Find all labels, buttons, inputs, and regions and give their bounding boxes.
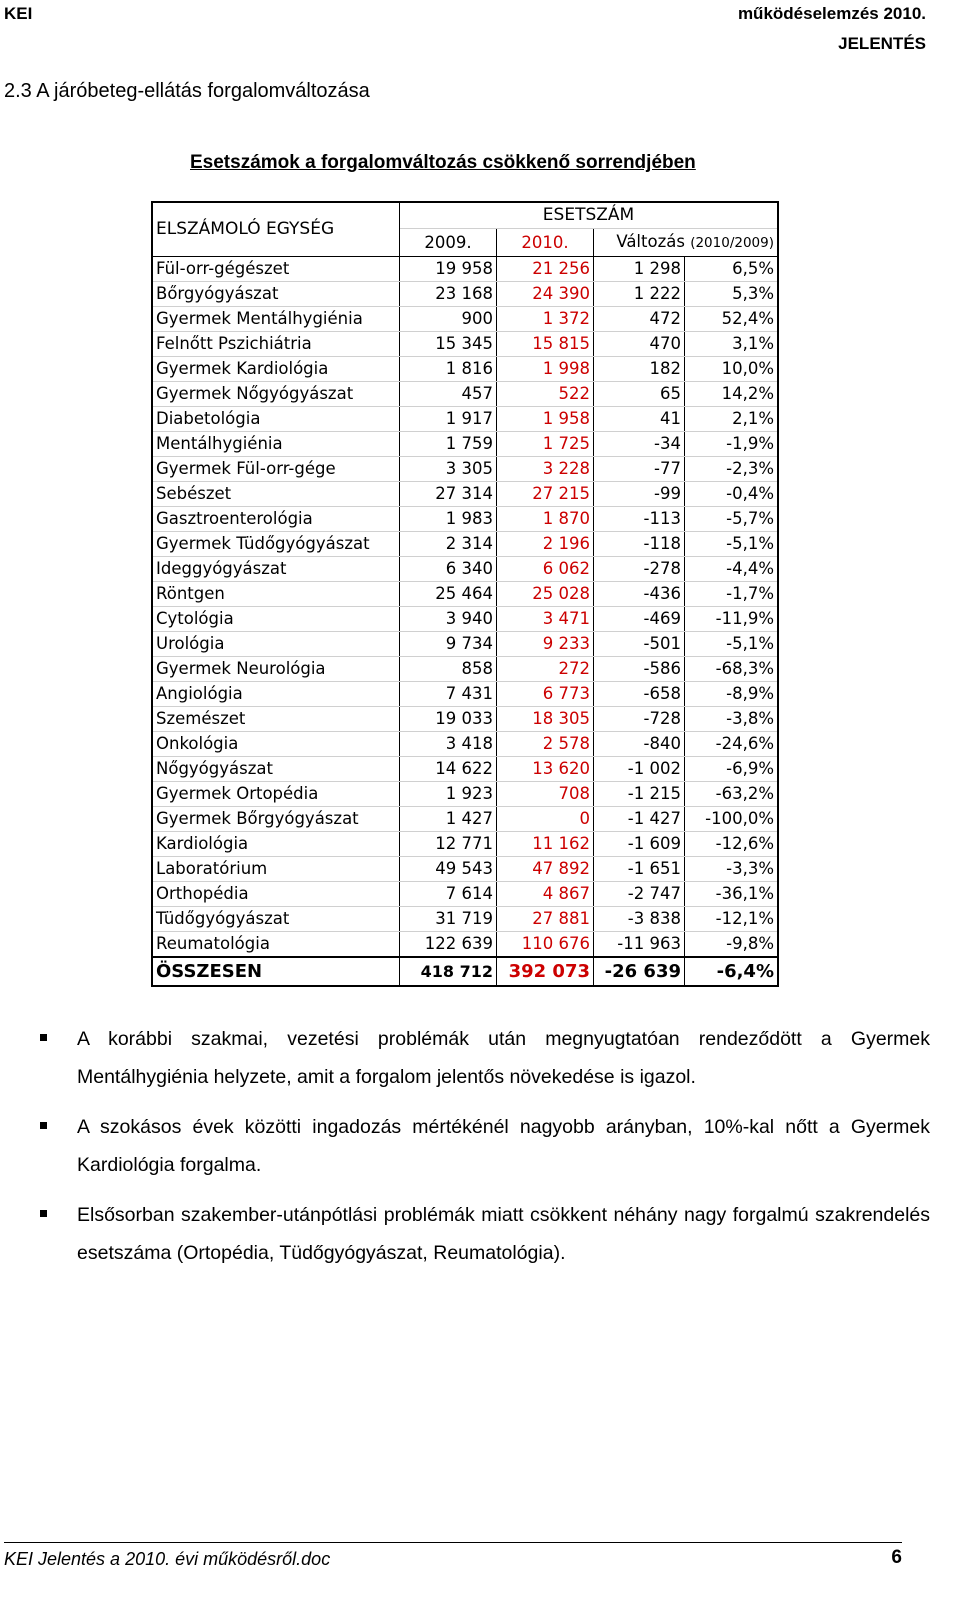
cell-2009: 25 464 (400, 582, 497, 607)
cell-2010: 27 881 (497, 907, 594, 932)
table-row (152, 932, 778, 958)
cell-2009: 1 759 (400, 432, 497, 457)
cell-unit-name: Cytológia (152, 607, 400, 632)
cell-2009: 14 622 (400, 757, 497, 782)
table-row (152, 857, 778, 882)
cell-unit-name: Gyermek Nőgyógyászat (152, 382, 400, 407)
cell-change: -113 (594, 507, 685, 532)
cell-change: -77 (594, 457, 685, 482)
footer-filename: KEI Jelentés a 2010. évi működésről.doc (4, 1549, 331, 1569)
cell-2010: 2 196 (497, 532, 594, 557)
cell-2009: 19 958 (400, 257, 497, 282)
cell-change: 1 298 (594, 257, 685, 282)
cell-unit-name: Bőrgyógyászat (152, 282, 400, 307)
section-title: 2.3 A járóbeteg-ellátás forgalomváltozása (4, 80, 370, 102)
table-row (152, 307, 778, 332)
cell-unit-name: Gyermek Kardiológia (152, 357, 400, 382)
cell-2010: 0 (497, 807, 594, 832)
cell-unit-name: Laboratórium (152, 857, 400, 882)
cell-change-percent: -5,7% (685, 507, 779, 532)
cell-unit-name: Mentálhygiénia (152, 432, 400, 457)
cell-2010: 25 028 (497, 582, 594, 607)
cell-2009: 1 983 (400, 507, 497, 532)
cell-change-percent: 5,3% (685, 282, 779, 307)
cell-unit-name: Orthopédia (152, 882, 400, 907)
cell-2010: 6 062 (497, 557, 594, 582)
cell-unit-name: Tüdőgyógyászat (152, 907, 400, 932)
cell-change: -118 (594, 532, 685, 557)
table-row (152, 882, 778, 907)
table-row (152, 432, 778, 457)
header-2010: 2010. (497, 229, 594, 257)
cell-2010: 27 215 (497, 482, 594, 507)
cell-change: -501 (594, 632, 685, 657)
cell-2010: 708 (497, 782, 594, 807)
cell-2009: 49 543 (400, 857, 497, 882)
cell-change: -2 747 (594, 882, 685, 907)
cell-unit-name: Reumatológia (152, 932, 400, 958)
table-row (152, 757, 778, 782)
cell-change: -840 (594, 732, 685, 757)
table-row (152, 332, 778, 357)
cell-change-percent: -9,8% (685, 932, 779, 958)
cell-change-percent: -4,4% (685, 557, 779, 582)
cell-2010: 21 256 (497, 257, 594, 282)
header-change-label: Változás (616, 232, 685, 251)
cell-2010: 1 870 (497, 507, 594, 532)
table-row (152, 782, 778, 807)
cell-unit-name: Gyermek Mentálhygiénia (152, 307, 400, 332)
cell-change: -1 427 (594, 807, 685, 832)
cell-change-percent: 2,1% (685, 407, 779, 432)
cell-change-percent: 52,4% (685, 307, 779, 332)
table-title: Esetszámok a forgalomváltozás csökkenő sorrendjében (190, 152, 696, 173)
cell-unit-name: Gyermek Neurológia (152, 657, 400, 682)
cell-change: -728 (594, 707, 685, 732)
cell-2009: 9 734 (400, 632, 497, 657)
table-row (152, 532, 778, 557)
cell-2010: 4 867 (497, 882, 594, 907)
cell-change-percent: -11,9% (685, 607, 779, 632)
cell-2009: 7 431 (400, 682, 497, 707)
cell-unit-name: Ideggyógyászat (152, 557, 400, 582)
cell-change-percent: 10,0% (685, 357, 779, 382)
table-row (152, 257, 778, 282)
cell-unit-name: Röntgen (152, 582, 400, 607)
bullet-text: A korábbi szakmai, vezetési problémák után megnyugtatóan rendeződött a Gyermek Mentálhygiénia helyzete, amit a forgalom jelentős növekedése is igazol. (77, 1028, 930, 1088)
cell-change: -99 (594, 482, 685, 507)
header-left: KEI (4, 4, 33, 23)
cell-change: -469 (594, 607, 685, 632)
total-cell-change: -26 639 (594, 957, 685, 986)
table-row (152, 682, 778, 707)
cell-2010: 24 390 (497, 282, 594, 307)
cell-2010: 9 233 (497, 632, 594, 657)
cell-unit-name: Gyermek Fül-orr-gége (152, 457, 400, 482)
cell-change: -1 651 (594, 857, 685, 882)
footer-divider (4, 1542, 902, 1543)
cell-change-percent: -1,9% (685, 432, 779, 457)
case-count-table (151, 201, 779, 987)
cell-unit-name: Gyermek Tüdőgyógyászat (152, 532, 400, 557)
header-change-note: (2010/2009) (690, 235, 774, 251)
square-bullet-icon (40, 1210, 47, 1217)
header-change (594, 229, 779, 257)
cell-unit-name: Urológia (152, 632, 400, 657)
cell-change: 472 (594, 307, 685, 332)
cell-change-percent: -3,8% (685, 707, 779, 732)
cell-change-percent: -5,1% (685, 632, 779, 657)
header-right-line2: JELENTÉS (838, 34, 926, 53)
bullet-text: Elsősorban szakember-utánpótlási problémák miatt csökkent néhány nagy forgalmú szakrendelés esetszáma (Ortopédia, Tüdőgyógyászat, Reumatológia). (77, 1204, 930, 1264)
table-header-row-1 (152, 202, 778, 229)
cell-2010: 11 162 (497, 832, 594, 857)
cell-change-percent: -0,4% (685, 482, 779, 507)
cell-2010: 1 998 (497, 357, 594, 382)
header-right-line1: működéselemzés 2010. (737, 4, 926, 23)
cell-2010: 13 620 (497, 757, 594, 782)
cell-unit-name: Gyermek Ortopédia (152, 782, 400, 807)
cell-2009: 3 418 (400, 732, 497, 757)
cell-change-percent: -24,6% (685, 732, 779, 757)
cell-change-percent: -5,1% (685, 532, 779, 557)
square-bullet-icon (40, 1122, 47, 1129)
cell-change-percent: 3,1% (685, 332, 779, 357)
cell-2009: 1 917 (400, 407, 497, 432)
table-row (152, 582, 778, 607)
cell-2009: 27 314 (400, 482, 497, 507)
cell-unit-name: Onkológia (152, 732, 400, 757)
cell-change-percent: -63,2% (685, 782, 779, 807)
cell-change: -3 838 (594, 907, 685, 932)
table-row (152, 457, 778, 482)
cell-2009: 2 314 (400, 532, 497, 557)
bullet-item (40, 1108, 930, 1184)
total-cell-change-percent: -6,4% (685, 957, 779, 986)
cell-change: -658 (594, 682, 685, 707)
table-row (152, 282, 778, 307)
cell-2010: 1 725 (497, 432, 594, 457)
bullet-list (40, 1020, 930, 1284)
cell-2009: 3 305 (400, 457, 497, 482)
cell-unit-name: Gasztroenterológia (152, 507, 400, 532)
cell-2010: 47 892 (497, 857, 594, 882)
cell-2009: 19 033 (400, 707, 497, 732)
cell-change-percent: -3,3% (685, 857, 779, 882)
cell-2010: 3 228 (497, 457, 594, 482)
cell-change: -11 963 (594, 932, 685, 958)
total-cell-2010: 392 073 (497, 957, 594, 986)
table-row (152, 907, 778, 932)
table-row (152, 657, 778, 682)
bullet-item (40, 1196, 930, 1272)
table-row (152, 732, 778, 757)
table-row (152, 832, 778, 857)
cell-change-percent: -36,1% (685, 882, 779, 907)
table-total-row (152, 957, 778, 986)
table-row (152, 482, 778, 507)
cell-change: 1 222 (594, 282, 685, 307)
table-row (152, 357, 778, 382)
bullet-text: A szokásos évek közötti ingadozás mértékénél nagyobb arányban, 10%-kal nőtt a Gyermek Kardiológia forgalma. (77, 1116, 930, 1176)
cell-change-percent: -100,0% (685, 807, 779, 832)
total-cell-2009: 418 712 (400, 957, 497, 986)
cell-2009: 1 427 (400, 807, 497, 832)
cell-change: -1 609 (594, 832, 685, 857)
cell-2010: 522 (497, 382, 594, 407)
cell-change-percent: 6,5% (685, 257, 779, 282)
cell-2010: 3 471 (497, 607, 594, 632)
cell-2010: 272 (497, 657, 594, 682)
cell-2010: 110 676 (497, 932, 594, 958)
cell-2009: 900 (400, 307, 497, 332)
cell-change-percent: -6,9% (685, 757, 779, 782)
cell-2010: 1 372 (497, 307, 594, 332)
cell-2010: 2 578 (497, 732, 594, 757)
cell-unit-name: Szemészet (152, 707, 400, 732)
table-row (152, 507, 778, 532)
cell-change: 65 (594, 382, 685, 407)
cell-2009: 122 639 (400, 932, 497, 958)
cell-change-percent: -8,9% (685, 682, 779, 707)
cell-2009: 31 719 (400, 907, 497, 932)
cell-change-percent: -68,3% (685, 657, 779, 682)
cell-change-percent: -12,1% (685, 907, 779, 932)
cell-2009: 23 168 (400, 282, 497, 307)
cell-change: -1 215 (594, 782, 685, 807)
bullet-item (40, 1020, 930, 1096)
cell-change: -1 002 (594, 757, 685, 782)
cell-unit-name: Kardiológia (152, 832, 400, 857)
header-case-count: ESETSZÁM (400, 202, 779, 229)
cell-change: 41 (594, 407, 685, 432)
cell-change: 470 (594, 332, 685, 357)
table-row (152, 707, 778, 732)
table-row (152, 557, 778, 582)
cell-2009: 12 771 (400, 832, 497, 857)
table-row (152, 382, 778, 407)
table-row (152, 607, 778, 632)
cell-unit-name: Nőgyógyászat (152, 757, 400, 782)
table-row (152, 807, 778, 832)
cell-unit-name: Sebészet (152, 482, 400, 507)
cell-2009: 1 816 (400, 357, 497, 382)
cell-2009: 3 940 (400, 607, 497, 632)
cell-unit-name: Diabetológia (152, 407, 400, 432)
cell-2009: 457 (400, 382, 497, 407)
cell-2009: 7 614 (400, 882, 497, 907)
page-number: 6 (891, 1547, 902, 1568)
table-row (152, 632, 778, 657)
cell-change: -278 (594, 557, 685, 582)
cell-2009: 15 345 (400, 332, 497, 357)
cell-2010: 15 815 (497, 332, 594, 357)
cell-change-percent: -2,3% (685, 457, 779, 482)
cell-2010: 18 305 (497, 707, 594, 732)
cell-2010: 6 773 (497, 682, 594, 707)
cell-2009: 858 (400, 657, 497, 682)
cell-2010: 1 958 (497, 407, 594, 432)
header-unit: ELSZÁMOLÓ EGYSÉG (152, 202, 400, 257)
square-bullet-icon (40, 1034, 47, 1041)
cell-2009: 6 340 (400, 557, 497, 582)
cell-change: -436 (594, 582, 685, 607)
total-cell-unit-name: ÖSSZESEN (152, 957, 400, 986)
table-row (152, 407, 778, 432)
cell-unit-name: Fül-orr-gégészet (152, 257, 400, 282)
header-2009: 2009. (400, 229, 497, 257)
cell-unit-name: Angiológia (152, 682, 400, 707)
cell-unit-name: Felnőtt Pszichiátria (152, 332, 400, 357)
cell-change: -586 (594, 657, 685, 682)
cell-unit-name: Gyermek Bőrgyógyászat (152, 807, 400, 832)
cell-change: -34 (594, 432, 685, 457)
cell-change-percent: 14,2% (685, 382, 779, 407)
cell-2009: 1 923 (400, 782, 497, 807)
cell-change-percent: -1,7% (685, 582, 779, 607)
cell-change: 182 (594, 357, 685, 382)
cell-change-percent: -12,6% (685, 832, 779, 857)
